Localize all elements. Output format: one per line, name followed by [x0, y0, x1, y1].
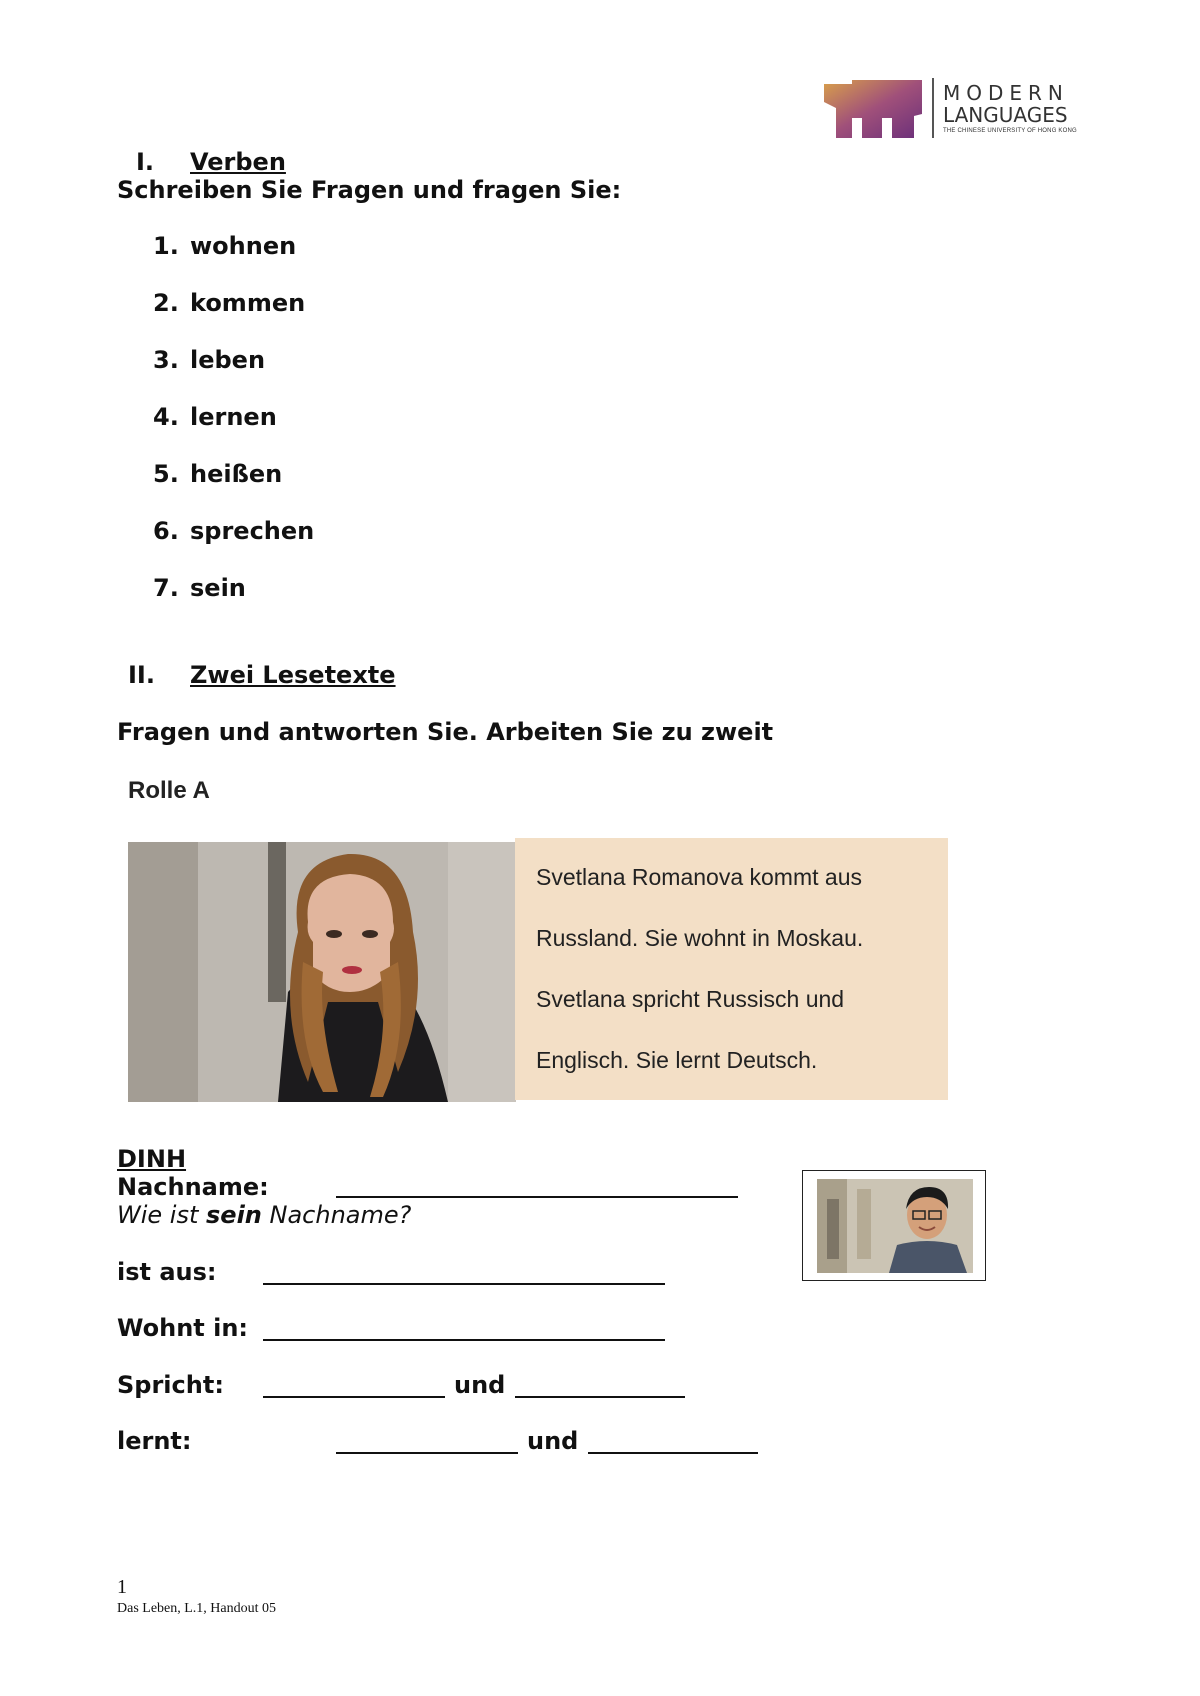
nachname-answer-line[interactable]: [336, 1196, 738, 1198]
reading-text-box: [515, 838, 948, 1100]
list-verb: lernen: [190, 403, 277, 431]
list-number: 6.: [153, 517, 179, 545]
section-1-title: Verben: [190, 148, 286, 176]
reading-line: Russland. Sie wohnt in Moskau.: [536, 925, 864, 951]
list-number: 5.: [153, 460, 179, 488]
section-2-instruction: Fragen und antworten Sie. Arbeiten Sie zu zweit: [117, 718, 774, 746]
reading-line: Svetlana spricht Russisch und: [536, 986, 845, 1012]
list-number: 2.: [153, 289, 179, 317]
logo-line-modern: MODERN: [943, 81, 1069, 105]
list-number: 4.: [153, 403, 179, 431]
list-item: [153, 346, 265, 374]
wohnt-in-label: Wohnt in:: [117, 1314, 249, 1342]
page-number: 1: [117, 1576, 127, 1598]
logo-line-languages: LANGUAGES: [943, 103, 1068, 127]
list-number: 7.: [153, 574, 179, 602]
section-1-numeral: I.: [136, 148, 155, 176]
list-verb: kommen: [190, 289, 306, 317]
list-number: 3.: [153, 346, 179, 374]
lernt-answer-line-2[interactable]: [588, 1452, 758, 1454]
list-item: [153, 232, 296, 260]
lernt-label: lernt:: [117, 1427, 192, 1455]
wohnt-in-answer-line[interactable]: [263, 1339, 665, 1341]
person-name-heading: DINH: [117, 1145, 187, 1173]
man-photo: [817, 1179, 973, 1273]
list-verb: sein: [190, 574, 246, 602]
list-verb: leben: [190, 346, 266, 374]
logo-divider: [932, 78, 934, 138]
list-item: [153, 289, 305, 317]
nachname-label: Nachname:: [117, 1173, 269, 1201]
list-item: [153, 403, 277, 431]
spricht-answer-line-1[interactable]: [263, 1396, 445, 1398]
man-portrait-image: [817, 1179, 973, 1273]
question-bold-word: sein: [206, 1201, 262, 1229]
list-number: 1.: [153, 232, 179, 260]
woman-photo: [128, 842, 516, 1102]
spricht-label: Spricht:: [117, 1371, 224, 1399]
lernt-answer-line-1[interactable]: [336, 1452, 518, 1454]
list-item: [153, 460, 282, 488]
spricht-answer-line-2[interactable]: [515, 1396, 685, 1398]
list-verb: sprechen: [190, 517, 315, 545]
role-label: Rolle A: [128, 777, 210, 804]
modern-languages-logo: [822, 78, 1082, 144]
reading-panel: [128, 838, 948, 1102]
reading-line: Englisch. Sie lernt Deutsch.: [536, 1047, 818, 1073]
question-suffix: Nachname?: [261, 1201, 412, 1229]
list-item: [153, 517, 314, 545]
section-2-numeral: II.: [128, 661, 155, 689]
logo-mark-icon: [822, 78, 926, 140]
question-prefix: Wie ist: [117, 1201, 207, 1229]
ist-aus-answer-line[interactable]: [263, 1283, 665, 1285]
man-photo-frame: [802, 1170, 986, 1281]
ist-aus-label: ist aus:: [117, 1258, 217, 1286]
reading-line: Svetlana Romanova kommt aus: [536, 864, 862, 890]
lernt-und: und: [527, 1427, 579, 1455]
section-2-title: Zwei Lesetexte: [190, 661, 396, 689]
spricht-und: und: [454, 1371, 506, 1399]
list-verb: wohnen: [190, 232, 297, 260]
document-reference: Das Leben, L.1, Handout 05: [117, 1601, 277, 1616]
section-1-instruction: Schreiben Sie Fragen und fragen Sie:: [117, 176, 622, 204]
list-item: [153, 574, 246, 602]
list-verb: heißen: [190, 460, 283, 488]
nachname-question: [117, 1201, 411, 1229]
logo-line-university: THE CHINESE UNIVERSITY OF HONG KONG: [943, 128, 1077, 134]
woman-portrait-image: [128, 842, 516, 1102]
